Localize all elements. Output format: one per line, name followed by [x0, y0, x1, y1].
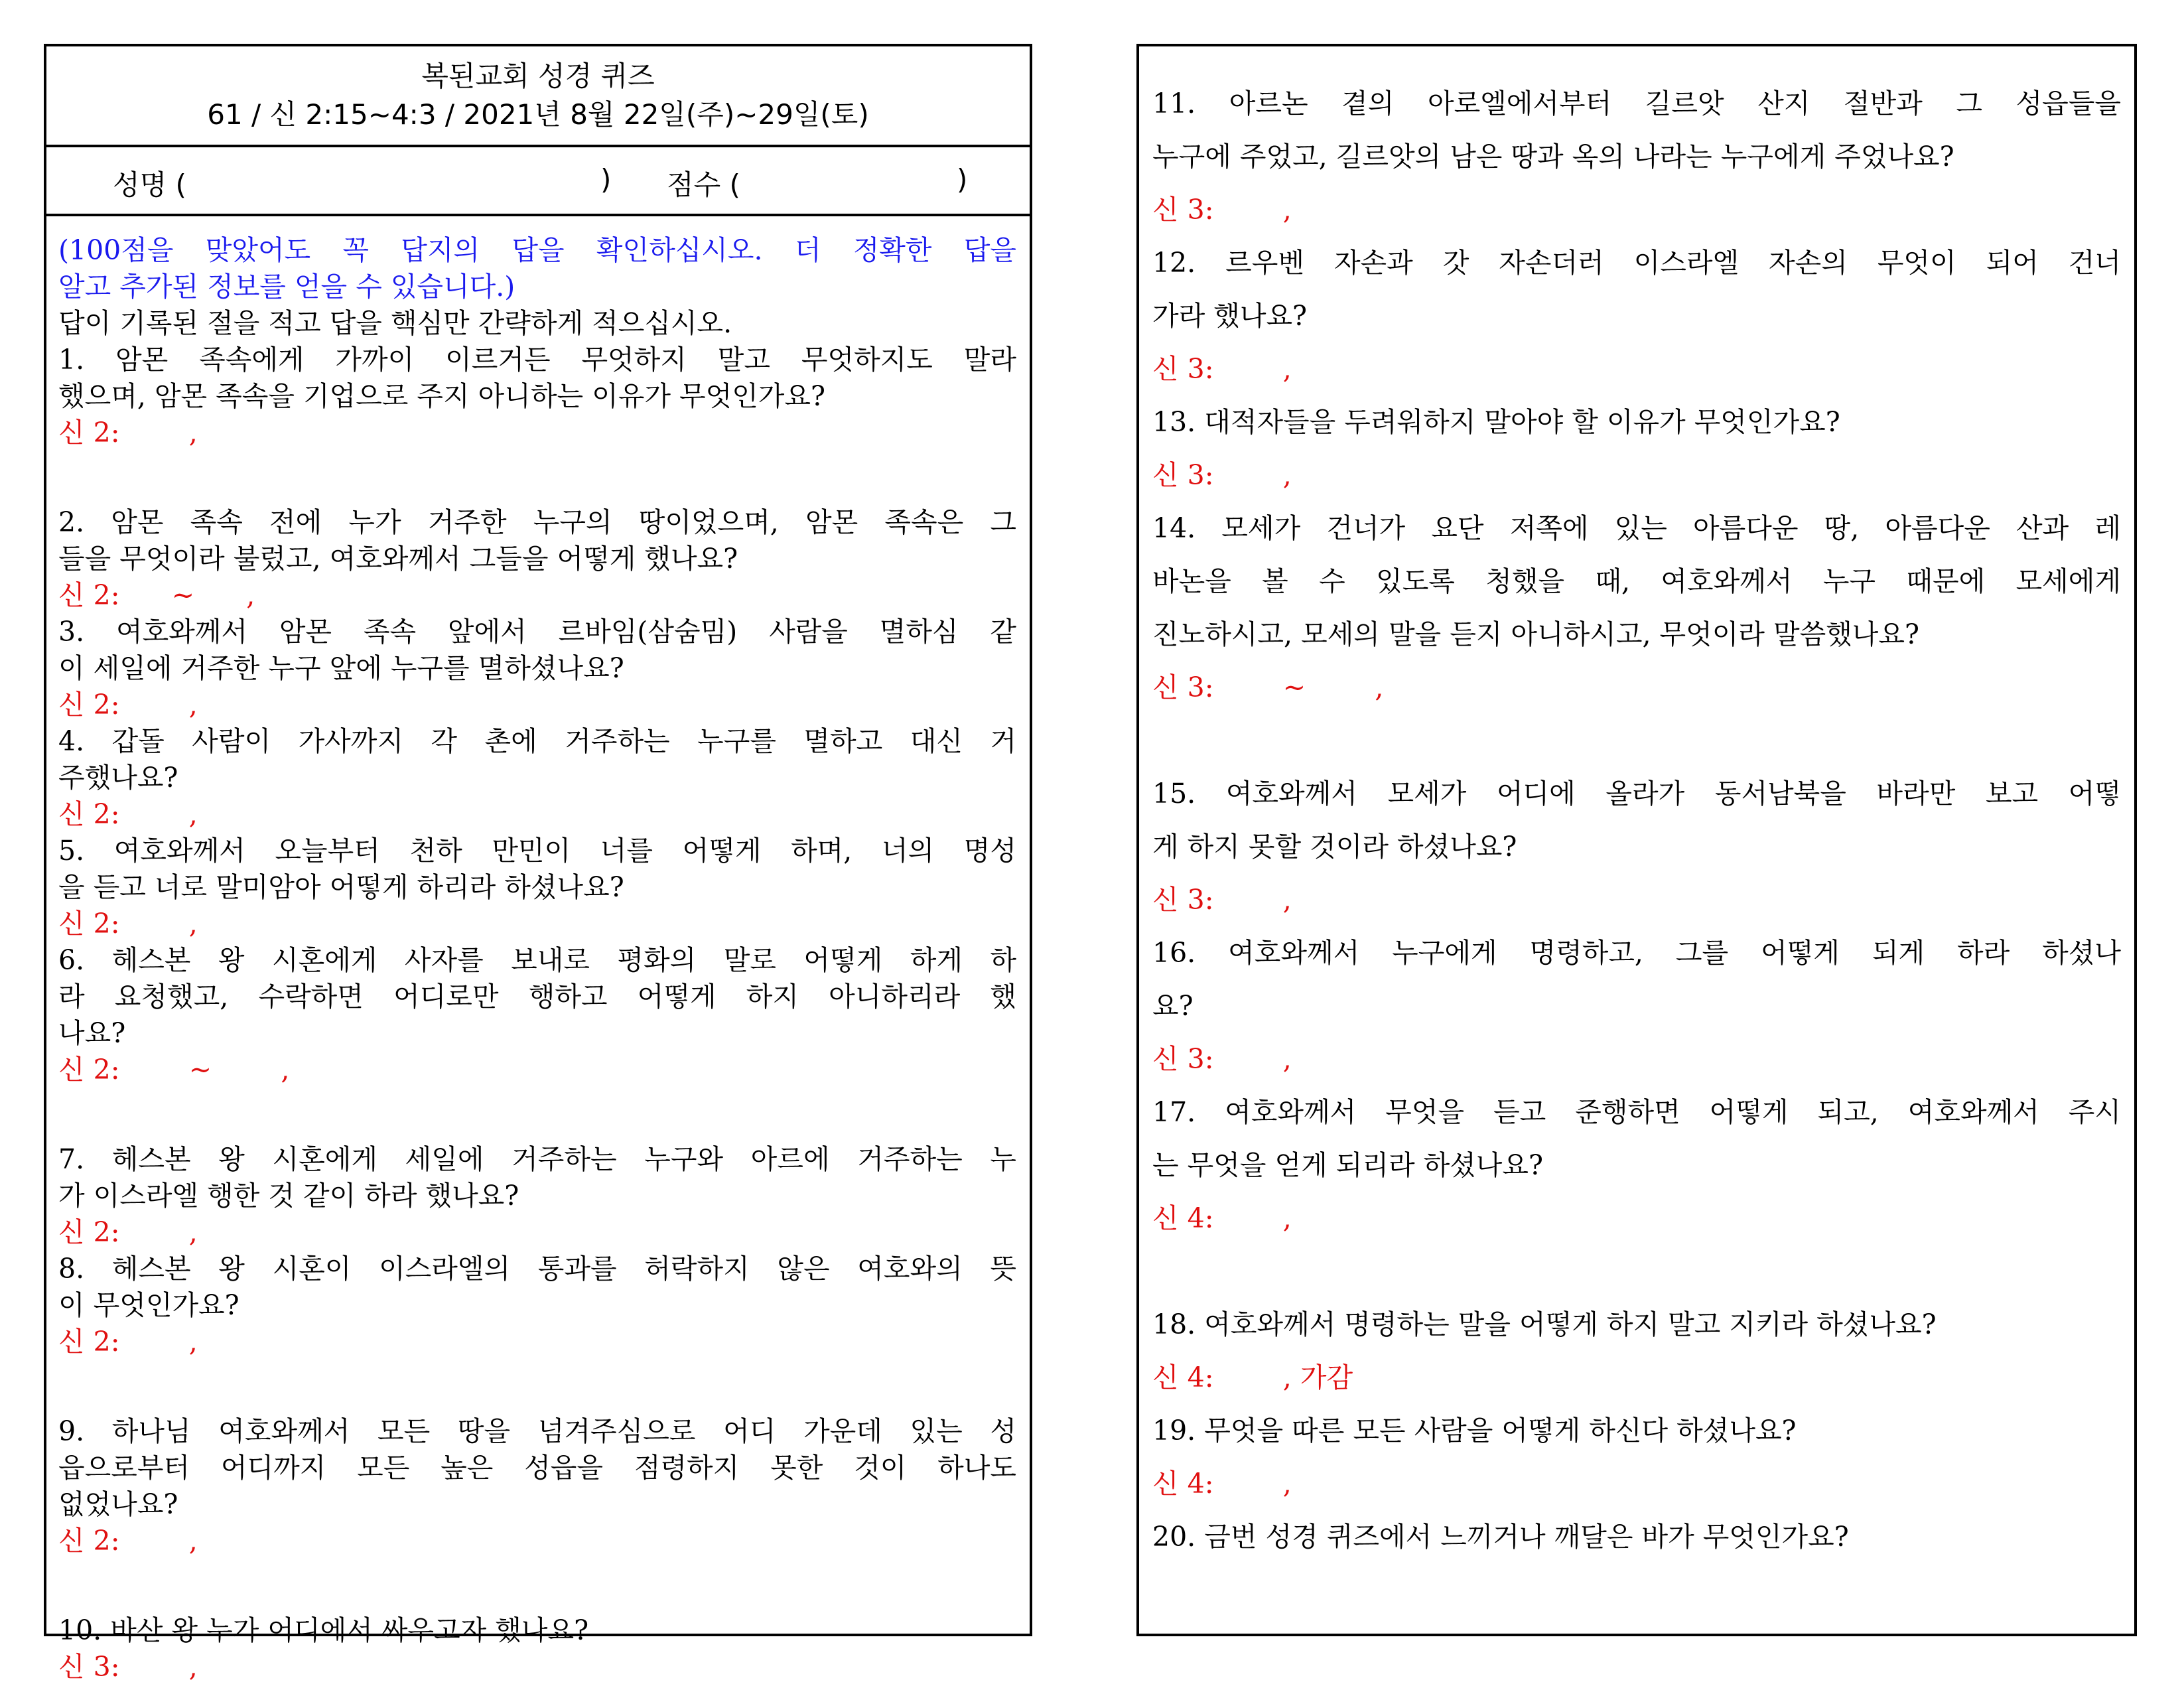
question-text: 12. 르우벤 자손과 갓 자손더러 이스라엘 자손의 무엇이 되어 건너	[1152, 247, 2121, 279]
question-item	[58, 942, 1016, 1088]
name-label: 성명 (	[113, 169, 186, 201]
answer-slot[interactable]: 신 3: ,	[1152, 1043, 1292, 1075]
question-item	[1152, 395, 2121, 502]
question-text: 게 하지 못할 것이라 하셨나요?	[1152, 831, 1517, 863]
question-text: 1. 암몬 족속에게 가까이 이르거든 무엇하지 말고 무엇하지도 말라	[58, 344, 1016, 376]
name-score-row	[46, 147, 1030, 216]
question-item	[58, 1612, 1016, 1685]
question-item	[58, 614, 1016, 723]
question-text: 14. 모세가 건너가 요단 저쪽에 있는 아름다운 땅, 아름다운 산과 레	[1152, 512, 2121, 544]
answer-slot[interactable]: 신 3: ,	[1152, 884, 1292, 916]
score-label: 점수 (	[667, 169, 740, 201]
answer-slot[interactable]: 신 4: ,	[1152, 1202, 1292, 1234]
score-label-close: )	[957, 163, 968, 196]
question-text: 요?	[1152, 990, 1194, 1022]
notice-line: (100점을 맞았어도 꼭 답지의 답을 확인하십시오. 더 정확한 답을	[58, 234, 1016, 266]
question-item	[1152, 1510, 2121, 1563]
question-item	[58, 342, 1016, 451]
answer-slot[interactable]: 신 2: ,	[58, 1326, 198, 1358]
answer-slot[interactable]: 신 3: ,	[1152, 194, 1292, 226]
question-text: 7. 헤스본 왕 시혼에게 세일에 거주하는 누구와 아르에 거주하는 누	[58, 1143, 1016, 1175]
answer-slot[interactable]: 신 2: ,	[58, 1525, 198, 1557]
question-text: 3. 여호와께서 암몬 족속 앞에서 르바임(삼숨밈) 사람을 멸하심 같	[58, 616, 1016, 648]
question-item	[1152, 77, 2121, 236]
question-text: 4. 갑돌 사람이 가사까지 각 촌에 거주하는 누구를 멸하고 대신 거	[58, 725, 1016, 757]
question-text: 15. 여호와께서 모세가 어디에 올라가 동서남북을 바라만 보고 어떻	[1152, 778, 2121, 810]
answer-slot[interactable]: 신 2: ,	[58, 798, 198, 830]
instruction-line: 답이 기록된 절을 적고 답을 핵심만 간략하게 적으십시오.	[58, 307, 732, 339]
answer-slot[interactable]: 신 2: ,	[58, 417, 198, 449]
question-text: 없었나요?	[58, 1488, 178, 1520]
question-text: 주했나요?	[58, 762, 178, 794]
question-text: 는 무엇을 얻게 되리라 하셨나요?	[1152, 1149, 1543, 1181]
left-question-list	[46, 216, 1030, 1685]
answer-slot[interactable]: 신 4: , 가감	[1152, 1362, 1353, 1393]
question-text: 5. 여호와께서 오늘부터 천하 만민이 너를 어떻게 하며, 너의 명성	[58, 835, 1016, 867]
question-item	[58, 1251, 1016, 1360]
answer-slot[interactable]: 신 3: ~ ,	[1152, 671, 1384, 703]
question-text: 을 듣고 너로 말미암아 어떻게 하리라 하셨나요?	[58, 871, 624, 903]
question-text: 이 세일에 거주한 누구 앞에 누구를 멸하셨나요?	[58, 652, 624, 684]
question-item	[58, 833, 1016, 942]
question-text: 이 무엇인가요?	[58, 1289, 239, 1321]
question-item	[1152, 1298, 2121, 1404]
question-text: 들을 무엇이라 불렀고, 여호와께서 그들을 어떻게 했나요?	[58, 543, 738, 575]
answer-slot[interactable]: 신 2: ~ ,	[58, 579, 255, 611]
question-text: 11. 아르논 곁의 아로엘에서부터 길르앗 산지 절반과 그 성읍들을	[1152, 88, 2121, 119]
answer-slot[interactable]: 신 3: ,	[1152, 353, 1292, 385]
question-text: 진노하시고, 모세의 말을 듣지 아니하시고, 무엇이라 말씀했나요?	[1152, 618, 1919, 650]
question-item	[1152, 502, 2121, 714]
notice-line: 알고 추가된 정보를 얻을 수 있습니다.)	[58, 271, 515, 303]
quiz-title: 복된교회 성경 퀴즈	[421, 60, 655, 92]
answer-slot[interactable]: 신 2: ~ ,	[58, 1054, 290, 1086]
question-item	[1152, 236, 2121, 395]
question-item	[58, 1141, 1016, 1251]
question-text: 13. 대적자들을 두려워하지 말아야 할 이유가 무엇인가요?	[1152, 406, 1840, 438]
question-text: 누구에 주었고, 길르앗의 남은 땅과 옥의 나라는 누구에게 주었나요?	[1152, 141, 1954, 173]
question-text: 10. 바산 왕 누가 어디에서 싸우고자 했나요?	[58, 1614, 589, 1646]
quiz-left-column	[44, 44, 1032, 1683]
question-item	[58, 723, 1016, 833]
question-text: 했으며, 암몬 족속을 기업으로 주지 아니하는 이유가 무엇인가요?	[58, 380, 825, 412]
question-text: 9. 하나님 여호와께서 모든 땅을 넘겨주심으로 어디 가운데 있는 성	[58, 1415, 1016, 1447]
question-item	[1152, 767, 2121, 926]
question-text: 가라 했나요?	[1152, 300, 1308, 332]
question-item	[1152, 1086, 2121, 1245]
answer-slot[interactable]: 신 2: ,	[58, 908, 198, 940]
name-label-close: )	[600, 163, 612, 196]
question-text: 8. 헤스본 왕 시혼이 이스라엘의 통과를 허락하지 않은 여호와의 뜻	[58, 1253, 1016, 1285]
answer-slot[interactable]: 신 2: ,	[58, 1216, 198, 1248]
question-text: 6. 헤스본 왕 시혼에게 사자를 보내로 평화의 말로 어떻게 하게 하	[58, 944, 1016, 976]
answer-slot[interactable]: 신 2: ,	[58, 689, 198, 721]
question-text: 20. 금번 성경 퀴즈에서 느끼거나 깨달은 바가 무엇인가요?	[1152, 1521, 1849, 1553]
question-text: 17. 여호와께서 무엇을 듣고 준행하면 어떻게 되고, 여호와께서 주시	[1152, 1096, 2121, 1128]
question-item	[1152, 1404, 2121, 1510]
question-text: 16. 여호와께서 누구에게 명령하고, 그를 어떻게 되게 하라 하셨나	[1152, 937, 2121, 969]
answer-slot[interactable]: 신 3: ,	[58, 1651, 198, 1683]
question-text: 읍으로부터 어디까지 모든 높은 성읍을 점령하지 못한 것이 하나도	[58, 1452, 1016, 1484]
quiz-subtitle: 61 / 신 2:15~4:3 / 2021년 8월 22일(주)~29일(토)	[207, 98, 869, 131]
quiz-header	[46, 46, 1030, 147]
quiz-right-column	[1136, 44, 2137, 1636]
question-text: 2. 암몬 족속 전에 누가 거주한 누구의 땅이었으며, 암몬 족속은 그	[58, 506, 1016, 538]
answer-slot[interactable]: 신 3: ,	[1152, 459, 1292, 491]
answer-slot[interactable]: 신 4: ,	[1152, 1468, 1292, 1500]
question-text: 19. 무엇을 따른 모든 사람을 어떻게 하신다 하셨나요?	[1152, 1415, 1797, 1446]
question-text: 나요?	[58, 1017, 126, 1049]
question-text: 라 요청했고, 수락하면 어디로만 행하고 어떻게 하지 아니하리라 했	[58, 981, 1016, 1013]
question-text: 가 이스라엘 행한 것 같이 하라 했나요?	[58, 1180, 519, 1212]
question-item	[58, 1413, 1016, 1559]
question-item	[58, 504, 1016, 614]
question-text: 18. 여호와께서 명령하는 말을 어떻게 하지 말고 지키라 하셨나요?	[1152, 1308, 1937, 1340]
question-item	[1152, 926, 2121, 1086]
question-text: 바논을 볼 수 있도록 청했을 때, 여호와께서 누구 때문에 모세에게	[1152, 565, 2121, 597]
right-question-list	[1139, 46, 2134, 1563]
